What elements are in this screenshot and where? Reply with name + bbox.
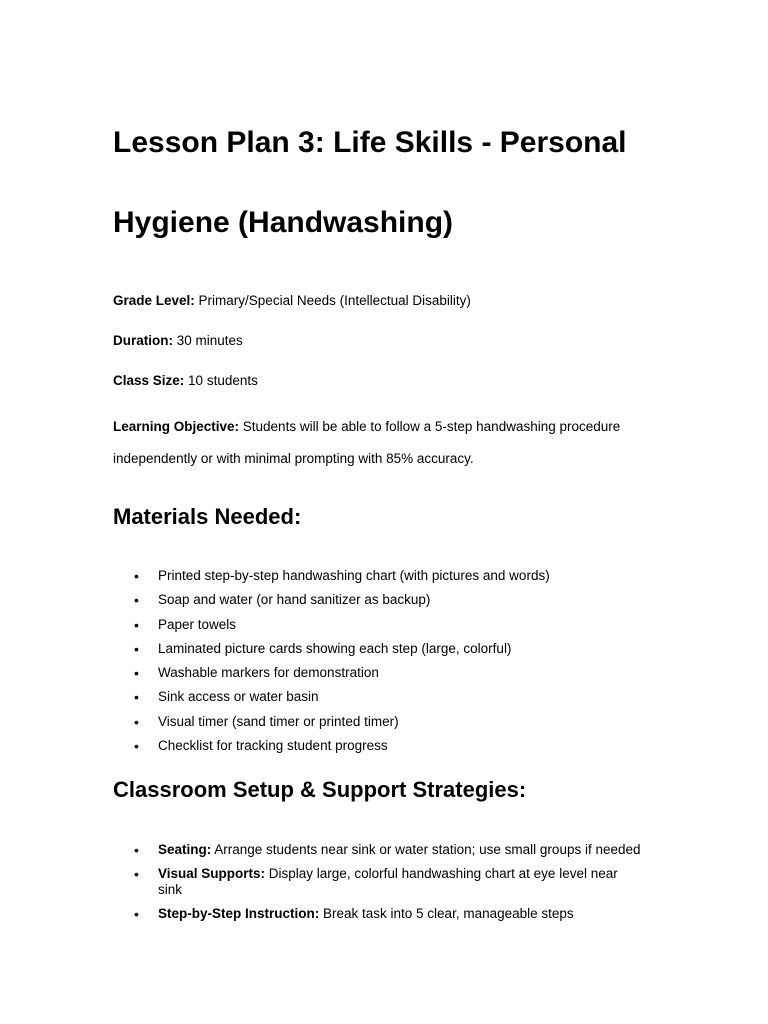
grade-level-value: Primary/Special Needs (Intellectual Disability) [194, 293, 471, 308]
learning-objective-label: Learning Objective: [113, 419, 240, 434]
list-item [113, 568, 673, 584]
material-item: Soap and water (or hand sanitizer as backup) [158, 592, 431, 608]
strategy-text: Arrange students near sink or water station; use small groups if needed [211, 842, 641, 857]
bullet-icon: • [134, 665, 139, 682]
list-item [113, 689, 673, 705]
material-item: Checklist for tracking student progress [158, 738, 388, 754]
page-title: Lesson Plan 3: Life Skills - Personal Hygiene (Handwashing) [113, 126, 627, 239]
strategy-text: Display large, colorful handwashing chart at eye level near sink [158, 866, 618, 897]
material-item: Sink access or water basin [158, 689, 319, 705]
list-item [113, 714, 673, 730]
duration-label: Duration: [113, 333, 173, 348]
bullet-icon: • [134, 640, 139, 657]
list-item [113, 906, 673, 922]
list-item [113, 617, 673, 633]
strategy-label: Seating: [158, 842, 212, 857]
strategy-label: Step-by-Step Instruction: [158, 906, 320, 921]
material-item: Visual timer (sand timer or printed timer) [158, 713, 399, 729]
strategy-label: Visual Supports: [158, 866, 266, 881]
material-item: Washable markers for demonstration [158, 665, 379, 681]
duration-line [113, 332, 673, 350]
material-item: Printed step-by-step handwashing chart (with pictures and words) [158, 568, 550, 583]
bullet-icon: • [134, 906, 139, 922]
grade-level-label: Grade Level: [113, 293, 195, 308]
strategies-list [113, 842, 673, 930]
strategy-text: Break task into 5 clear, manageable steps [319, 906, 574, 921]
learning-objective [113, 411, 673, 475]
materials-heading: Materials Needed: [113, 504, 302, 529]
bullet-icon: • [134, 866, 139, 882]
class-size-line [113, 372, 673, 390]
bullet-icon: • [134, 738, 139, 755]
materials-list [113, 568, 673, 762]
bullet-icon: • [134, 713, 139, 730]
learning-objective-value: Students will be able to follow a 5-step handwashing procedure independently or with minimal prompting with 85% accuracy. [113, 419, 621, 466]
list-item [113, 665, 673, 681]
list-item [113, 842, 673, 858]
duration-value: 30 minutes [173, 333, 243, 348]
grade-level-line [113, 292, 673, 310]
list-item [113, 866, 673, 898]
list-item [113, 592, 673, 608]
bullet-icon: • [134, 592, 139, 609]
list-item [113, 738, 673, 754]
bullet-icon: • [134, 842, 139, 858]
bullet-icon: • [134, 568, 139, 584]
material-item: Paper towels [158, 616, 237, 632]
strategies-heading: Classroom Setup & Support Strategies: [113, 777, 527, 802]
list-item [113, 641, 673, 657]
class-size-label: Class Size: [113, 373, 185, 388]
bullet-icon: • [134, 616, 139, 633]
material-item: Laminated picture cards showing each step (large, colorful) [158, 640, 512, 656]
bullet-icon: • [134, 689, 139, 706]
class-size-value: 10 students [184, 373, 258, 388]
